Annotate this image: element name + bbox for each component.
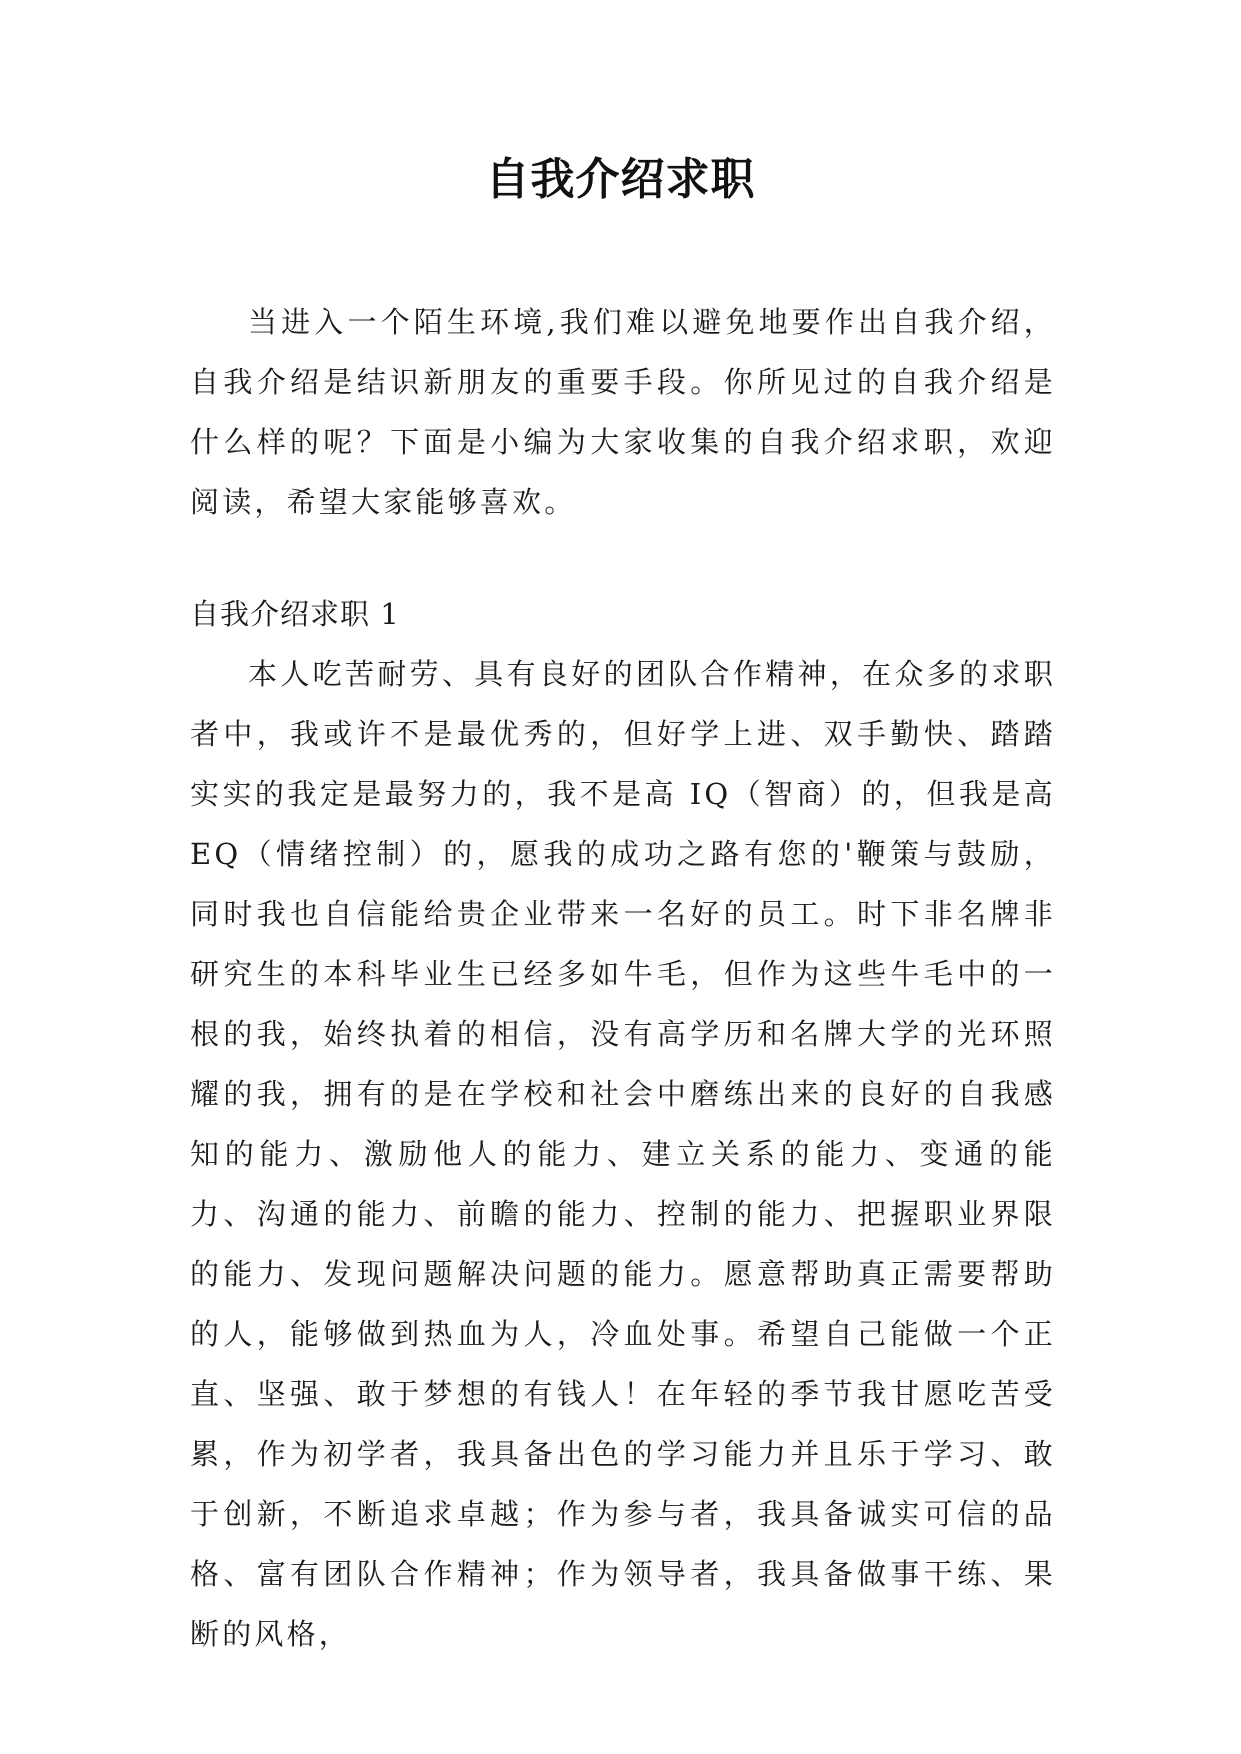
document-body bbox=[190, 292, 1056, 1664]
document-title: 自我介绍求职 bbox=[485, 154, 756, 205]
section-paragraph: 本人吃苦耐劳、具有良好的团队合作精神，在众多的求职者中，我或许不是最优秀的，但好学上进、双手勤快、踏踏实实的我定是最努力的，我不是高 IQ（智商）的，但我是高 EQ（情绪控制）的，愿我的成功之路有您的'鞭策与鼓励，同时我也自信能给贵企业带来一名好的员工。时下非名牌非研究生的本科毕业生已经多如牛毛，但作为这些牛毛中的一根的我，始终执着的相信，没有高学历和名牌大学的光环照耀的我，拥有的是在学校和社会中磨练出来的良好的自我感知的能力、激励他人的能力、建立关系的能力、变通的能力、沟通的能力、前瞻的能力、控制的能力、把握职业界限的能力、发现问题解决问题的能力。愿意帮助真正需要帮助的人，能够做到热血为人，冷血处事。希望自己能做一个正直、坚强、敢于梦想的有钱人！在年轻的季节我甘愿吃苦受累，作为初学者，我具备出色的学习能力并且乐于学习、敢于创新，不断追求卓越；作为参与者，我具备诚实可信的品格、富有团队合作精神；作为领导者，我具备做事干练、果断的风格， bbox=[190, 657, 1056, 1651]
section-heading: 自我介绍求职 1 bbox=[190, 597, 400, 631]
intro-paragraph: 当进入一个陌生环境,我们难以避免地要作出自我介绍，自我介绍是结识新朋友的重要手段。你所见过的自我介绍是什么样的呢？下面是小编为大家收集的自我介绍求职，欢迎阅读，希望大家能够喜欢。 bbox=[190, 305, 1056, 519]
